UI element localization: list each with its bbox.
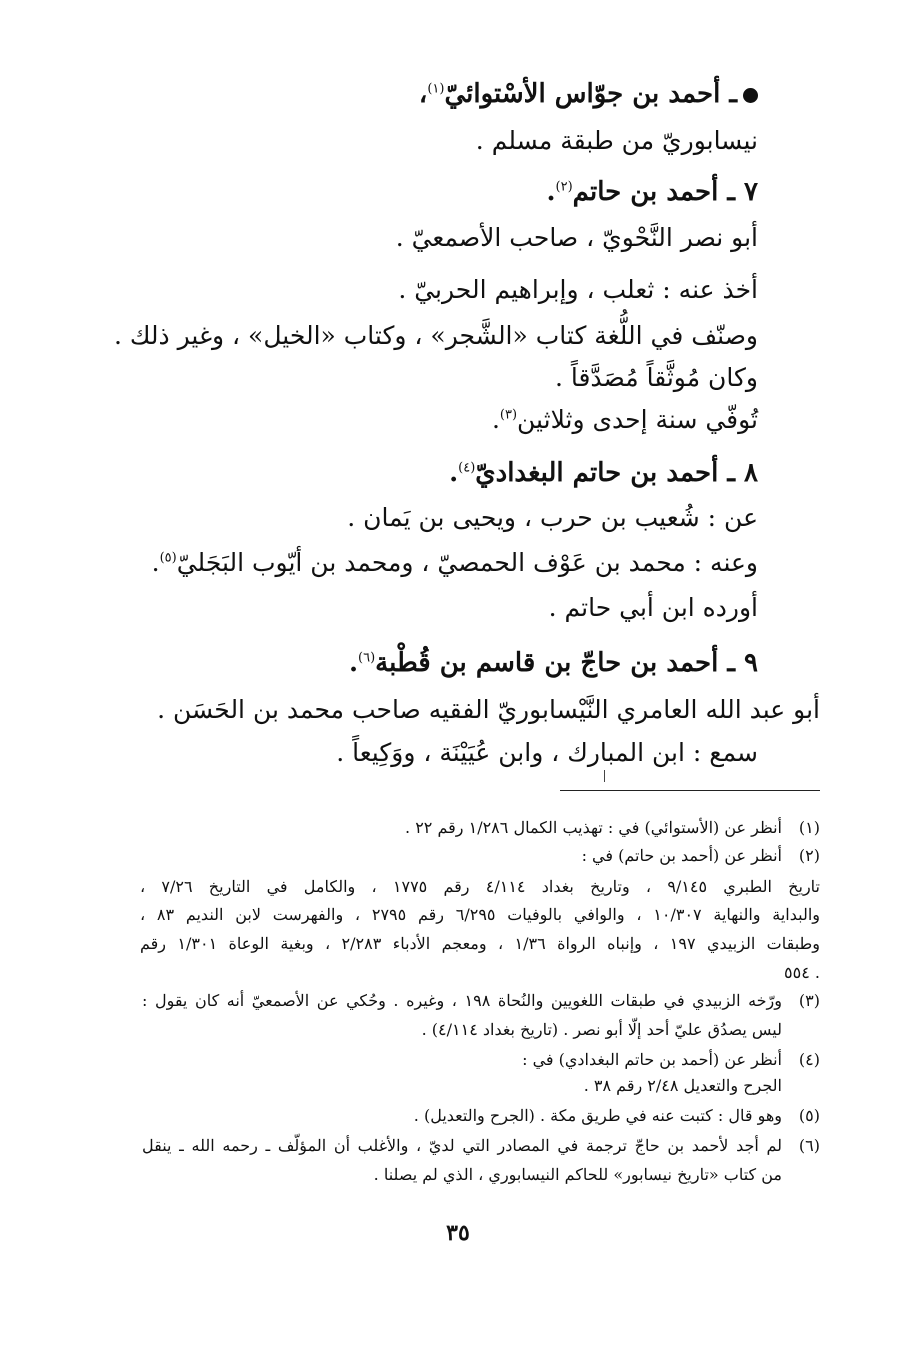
entry-text: تُوفّي سنة إحدى وثلاثين	[517, 405, 758, 434]
punctuation: .	[449, 458, 459, 488]
footnote-ref: (٢)	[555, 179, 573, 195]
entry-text-line: أبو نصر النَّحْويّ ، صاحب الأصمعيّ .	[395, 223, 758, 252]
footnote-separator	[560, 790, 820, 791]
punctuation: .	[348, 648, 359, 678]
punctuation: .	[491, 405, 500, 434]
entry-title: ٩ ـ أحمد بن حاجّ بن قاسم بن قُطْبة	[375, 648, 758, 678]
entry-text-line: أخذ عنه : ثعلب ، وإبراهيم الحربيّ .	[398, 275, 758, 304]
footnote-ref: (٦)	[358, 650, 376, 666]
footnote-number: (١)	[798, 818, 820, 837]
footnote-text: تاريخ الطبري ٩/١٤٥ ، وتاريخ بغداد ٤/١١٤ رقم ١٧٧٥ ، والكامل في التاريخ ٧/٢٦ ،	[140, 877, 821, 896]
footnote-number: (٥)	[798, 1106, 820, 1125]
entry-text-line: أورده ابن أبي حاتم .	[548, 593, 758, 622]
margin-mark	[604, 770, 605, 782]
footnote-text: أنظر عن (أحمد بن حاتم) في :	[581, 846, 782, 865]
footnote-ref: (٤)	[458, 460, 476, 476]
footnote-text: لم أجد لأحمد بن حاجّ ترجمة في المصادر التي لديّ ، والأغلب أن المؤلّف ـ رحمه الله ـ ينقل	[142, 1136, 782, 1155]
footnote-number: (٢)	[798, 846, 820, 865]
entry-text-line: وكان مُوثَّقاً مُصَدَّقاً .	[554, 363, 758, 392]
entry-heading-9	[349, 645, 758, 681]
entry-text-line: أبو عبد الله العامري النَّيْسابوريّ الفقيه صاحب محمد بن الحَسَن .	[157, 695, 820, 724]
entry-text-line	[152, 545, 758, 581]
entry-text: وعنه : محمد بن عَوْف الحمصيّ ، ومحمد بن أيّوب البَجَليّ	[176, 548, 758, 577]
footnote-number: (٤)	[798, 1050, 820, 1069]
punctuation: ،	[418, 79, 428, 109]
entry-text-line: وصنّف في اللُّغة كتاب «الشَّجر» ، وكتاب «الخيل» ، وغير ذلك .	[113, 321, 758, 350]
footnote-text: وطبقات الزبيدي ١٩٧ ، وإنباه الرواة ١/٣٦ ، ومعجم الأدباء ٢/٢٨٣ ، وبغية الوعاة ١/٣٠١ رقم	[140, 934, 821, 953]
entry-text-line: سمع : ابن المبارك ، وابن عُيَيْنَة ، ووَكِيعاً .	[336, 738, 758, 767]
footnote-text: ٥٥٤ .	[784, 963, 820, 982]
footnote-number: (٣)	[798, 991, 820, 1010]
entry-title: ـ أحمد بن جوّاس الأسْتوائيّ	[444, 79, 737, 109]
punctuation: .	[546, 177, 556, 207]
footnote-text: من كتاب «تاريخ نيسابور» للحاكم النيسابوري ، الذي لم يصلنا .	[373, 1165, 782, 1184]
footnote-ref: (٣)	[499, 407, 518, 423]
bullet-icon	[743, 88, 758, 103]
footnote-text: ورّخه الزبيدي في طبقات اللغويين والنُحاة ١٩٨ ، وغيره . وحُكي عن الأصمعيّ أنه كان يقول :	[142, 991, 783, 1010]
footnote-text: ليس يصدُق عليّ أحد إلّا أبو نصر . (تاريخ بغداد ٤/١١٤) .	[421, 1020, 782, 1039]
entry-heading-jawwas	[419, 76, 758, 112]
footnote-ref: (١)	[427, 81, 445, 97]
entry-heading-7	[546, 174, 758, 210]
footnote-number: (٦)	[798, 1136, 820, 1155]
footnote-text: أنظر عن (الأستوائي) في : تهذيب الكمال ١/٢٨٦ رقم ٢٢ .	[405, 818, 782, 837]
footnote-ref: (٥)	[159, 550, 177, 566]
entry-title: ٨ ـ أحمد بن حاتم البغداديّ	[475, 458, 758, 488]
entry-heading-8	[449, 455, 758, 491]
entry-text-line: عن : شُعيب بن حرب ، ويحيى بن يَمان .	[347, 503, 758, 532]
footnote-text: الجرح والتعديل ٢/٤٨ رقم ٣٨ .	[583, 1076, 782, 1095]
footnote-text: وهو قال : كتبت عنه في طريق مكة . (الجرح والتعديل) .	[413, 1106, 782, 1125]
entry-text-line	[492, 402, 758, 438]
footnote-text: والبداية والنهاية ١٠/٣٠٧ ، والوافي بالوفيات ٦/٢٩٥ رقم ٢٧٩٥ ، والفهرست لابن النديم ٨٣ ،	[140, 905, 821, 924]
entry-title: ٧ ـ أحمد بن حاتم	[572, 177, 758, 207]
entry-text-line: نيسابوريّ من طبقة مسلم .	[475, 126, 758, 155]
page-number: ٣٥	[446, 1220, 470, 1246]
footnote-text: أنظر عن (أحمد بن حاتم البغدادي) في :	[522, 1050, 782, 1069]
punctuation: .	[151, 548, 160, 577]
